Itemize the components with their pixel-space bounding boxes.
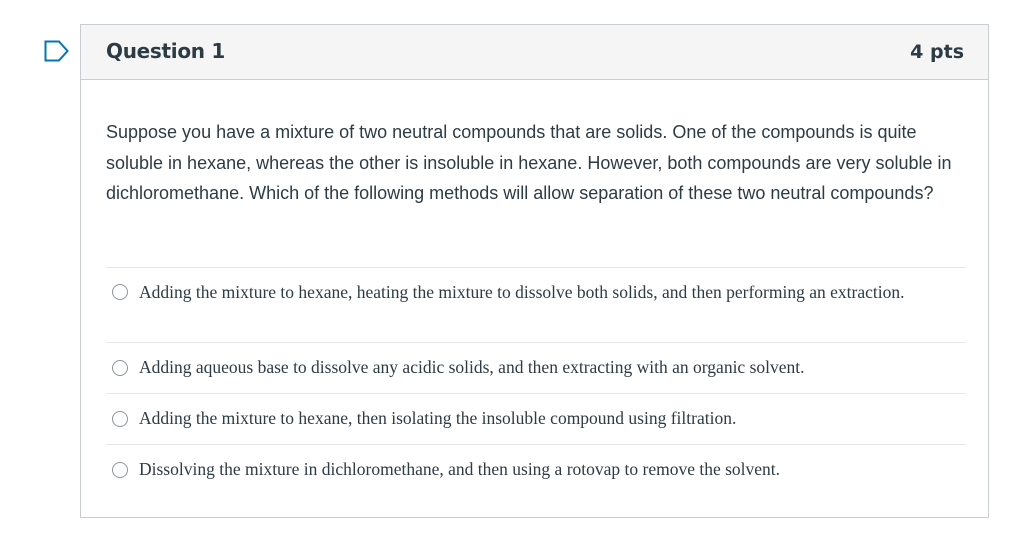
answer-label[interactable]: Adding the mixture to hexane, then isolating the insoluble compound using filtration. bbox=[139, 408, 737, 428]
question-text: Suppose you have a mixture of two neutral compounds that are solids. One of the compounds is quite soluble in hexane, whereas the other is insoluble in hexane. However, both compounds are very soluble in dichloromethane. Which of the following methods will allow separation of these two neutral compounds? bbox=[106, 122, 952, 203]
answer-label[interactable]: Adding aqueous base to dissolve any acidic solids, and then extracting with an organic solvent. bbox=[139, 357, 805, 377]
radio-button[interactable] bbox=[112, 360, 128, 376]
radio-button[interactable] bbox=[112, 462, 128, 478]
answer-label[interactable]: Dissolving the mixture in dichloromethane, and then using a rotovap to remove the solvent. bbox=[139, 459, 781, 479]
question-card bbox=[80, 24, 989, 518]
answer-option-4[interactable] bbox=[106, 444, 966, 495]
answer-label[interactable]: Adding the mixture to hexane, heating the mixture to dissolve both solids, and then performing an extraction. bbox=[139, 282, 905, 302]
question-title: Question 1 bbox=[106, 39, 225, 63]
question-points: 4 pts bbox=[910, 41, 964, 63]
answer-option-3[interactable] bbox=[106, 393, 966, 444]
question-header bbox=[81, 25, 988, 80]
answer-list bbox=[106, 267, 966, 495]
answer-option-2[interactable] bbox=[106, 342, 966, 393]
radio-button[interactable] bbox=[112, 411, 128, 427]
flag-question-icon[interactable] bbox=[44, 40, 70, 62]
radio-button[interactable] bbox=[112, 284, 128, 300]
answer-option-1[interactable] bbox=[106, 267, 966, 342]
